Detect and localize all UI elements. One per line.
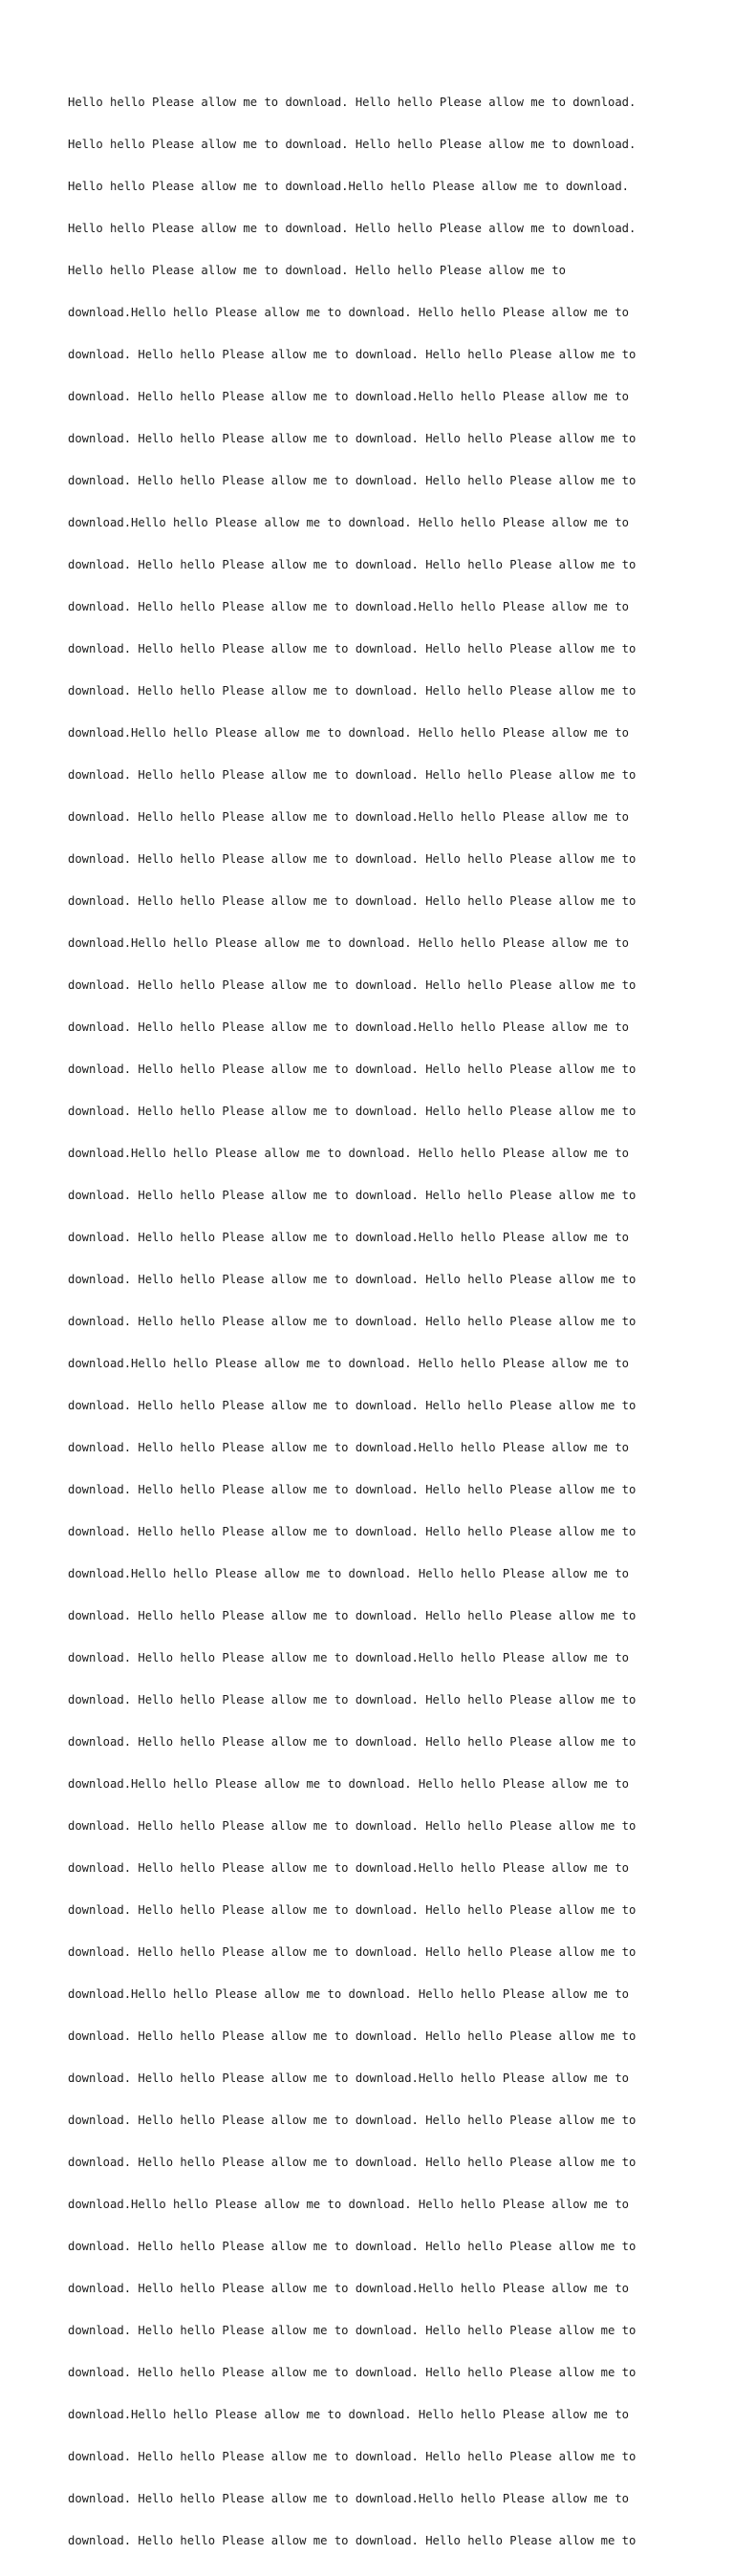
text-line: download.Hello hello Please allow me to download. Hello hello Please allow me to bbox=[68, 1567, 629, 1581]
text-line: download.Hello hello Please allow me to download. Hello hello Please allow me to bbox=[68, 516, 629, 530]
text-line: download.Hello hello Please allow me to download. Hello hello Please allow me to bbox=[68, 1357, 629, 1371]
text-line: download. Hello hello Please allow me to download. Hello hello Please allow me to bbox=[68, 1189, 637, 1203]
text-line: download. Hello hello Please allow me to download. Hello hello Please allow me to bbox=[68, 2366, 637, 2380]
text-line: download. Hello hello Please allow me to download. Hello hello Please allow me to bbox=[68, 894, 637, 909]
text-line: download. Hello hello Please allow me to download. Hello hello Please allow me to bbox=[68, 1735, 637, 1750]
text-line: Hello hello Please allow me to download. Hello hello Please allow me to download. bbox=[68, 222, 637, 236]
text-line: download.Hello hello Please allow me to download. Hello hello Please allow me to bbox=[68, 1777, 629, 1792]
text-line: download. Hello hello Please allow me to download.Hello hello Please allow me to bbox=[68, 600, 629, 614]
text-line: download. Hello hello Please allow me to download.Hello hello Please allow me to bbox=[68, 1861, 629, 1876]
text-line: download. Hello hello Please allow me to download. Hello hello Please allow me to bbox=[68, 348, 637, 362]
text-line: download.Hello hello Please allow me to download. Hello hello Please allow me to bbox=[68, 1987, 629, 2002]
text-line: download. Hello hello Please allow me to download.Hello hello Please allow me to bbox=[68, 810, 629, 825]
text-line: download. Hello hello Please allow me to download. Hello hello Please allow me to bbox=[68, 1105, 637, 1119]
text-line: download. Hello hello Please allow me to download. Hello hello Please allow me to bbox=[68, 768, 637, 783]
text-line: download.Hello hello Please allow me to download. Hello hello Please allow me to bbox=[68, 2198, 629, 2212]
text-line: download. Hello hello Please allow me to download. Hello hello Please allow me to bbox=[68, 1483, 637, 1497]
text-line: download. Hello hello Please allow me to download. Hello hello Please allow me to bbox=[68, 2156, 637, 2170]
text-line: download. Hello hello Please allow me to download.Hello hello Please allow me to bbox=[68, 390, 629, 404]
text-line: download. Hello hello Please allow me to download. Hello hello Please allow me to bbox=[68, 2240, 637, 2254]
text-line: download. Hello hello Please allow me to download. Hello hello Please allow me to bbox=[68, 684, 637, 698]
text-line: download. Hello hello Please allow me to download.Hello hello Please allow me to bbox=[68, 1441, 629, 1455]
text-line: download.Hello hello Please allow me to download. Hello hello Please allow me to bbox=[68, 1147, 629, 1161]
text-line: Hello hello Please allow me to download. Hello hello Please allow me to download. bbox=[68, 138, 637, 152]
text-line: download. Hello hello Please allow me to download. Hello hello Please allow me to bbox=[68, 642, 637, 656]
text-line: download. Hello hello Please allow me to download.Hello hello Please allow me to bbox=[68, 2492, 629, 2506]
text-line: download. Hello hello Please allow me to download. Hello hello Please allow me to bbox=[68, 1609, 637, 1623]
text-line: download. Hello hello Please allow me to download. Hello hello Please allow me to bbox=[68, 1903, 637, 1918]
text-line: Hello hello Please allow me to download. Hello hello Please allow me to bbox=[68, 264, 566, 278]
text-line: download.Hello hello Please allow me to download. Hello hello Please allow me to bbox=[68, 936, 629, 951]
text-line: download. Hello hello Please allow me to download. Hello hello Please allow me to bbox=[68, 2534, 637, 2548]
text-line: download. Hello hello Please allow me to download. Hello hello Please allow me to bbox=[68, 2114, 637, 2128]
text-line: download. Hello hello Please allow me to download. Hello hello Please allow me to bbox=[68, 1063, 637, 1077]
text-line: download. Hello hello Please allow me to download. Hello hello Please allow me to bbox=[68, 2029, 637, 2044]
text-line: download. Hello hello Please allow me to download.Hello hello Please allow me to bbox=[68, 1651, 629, 1665]
document-body-text bbox=[68, 68, 636, 2576]
text-line: download. Hello hello Please allow me to download. Hello hello Please allow me to bbox=[68, 978, 637, 993]
text-line: download. Hello hello Please allow me to download.Hello hello Please allow me to bbox=[68, 1231, 629, 1245]
text-line: Hello hello Please allow me to download.Hello hello Please allow me to download. bbox=[68, 180, 629, 194]
text-line: download.Hello hello Please allow me to download. Hello hello Please allow me to bbox=[68, 306, 629, 320]
text-line: download. Hello hello Please allow me to download. Hello hello Please allow me to bbox=[68, 558, 637, 572]
text-line: download. Hello hello Please allow me to download. Hello hello Please allow me to bbox=[68, 432, 637, 446]
text-line: download. Hello hello Please allow me to download. Hello hello Please allow me to bbox=[68, 1945, 637, 1960]
text-line: download. Hello hello Please allow me to download. Hello hello Please allow me to bbox=[68, 1273, 637, 1287]
text-line: download. Hello hello Please allow me to download. Hello hello Please allow me to bbox=[68, 1693, 637, 1707]
text-line: download. Hello hello Please allow me to download.Hello hello Please allow me to bbox=[68, 1020, 629, 1035]
text-line: download.Hello hello Please allow me to download. Hello hello Please allow me to bbox=[68, 2408, 629, 2422]
text-line: download. Hello hello Please allow me to download. Hello hello Please allow me to bbox=[68, 2324, 637, 2338]
text-line: Hello hello Please allow me to download. Hello hello Please allow me to download. bbox=[68, 96, 637, 110]
text-line: download. Hello hello Please allow me to download. Hello hello Please allow me to bbox=[68, 852, 637, 867]
text-line: download. Hello hello Please allow me to download. Hello hello Please allow me to bbox=[68, 2450, 637, 2464]
text-line: download. Hello hello Please allow me to download. Hello hello Please allow me to bbox=[68, 474, 637, 488]
text-line: download. Hello hello Please allow me to download. Hello hello Please allow me to bbox=[68, 1525, 637, 1539]
text-line: download. Hello hello Please allow me to download. Hello hello Please allow me to bbox=[68, 1819, 637, 1834]
text-line: download.Hello hello Please allow me to download. Hello hello Please allow me to bbox=[68, 726, 629, 741]
text-line: download. Hello hello Please allow me to download.Hello hello Please allow me to bbox=[68, 2282, 629, 2296]
text-line: download. Hello hello Please allow me to download. Hello hello Please allow me to bbox=[68, 1399, 637, 1413]
text-line: download. Hello hello Please allow me to download.Hello hello Please allow me to bbox=[68, 2072, 629, 2086]
text-line: download. Hello hello Please allow me to download. Hello hello Please allow me to bbox=[68, 1315, 637, 1329]
